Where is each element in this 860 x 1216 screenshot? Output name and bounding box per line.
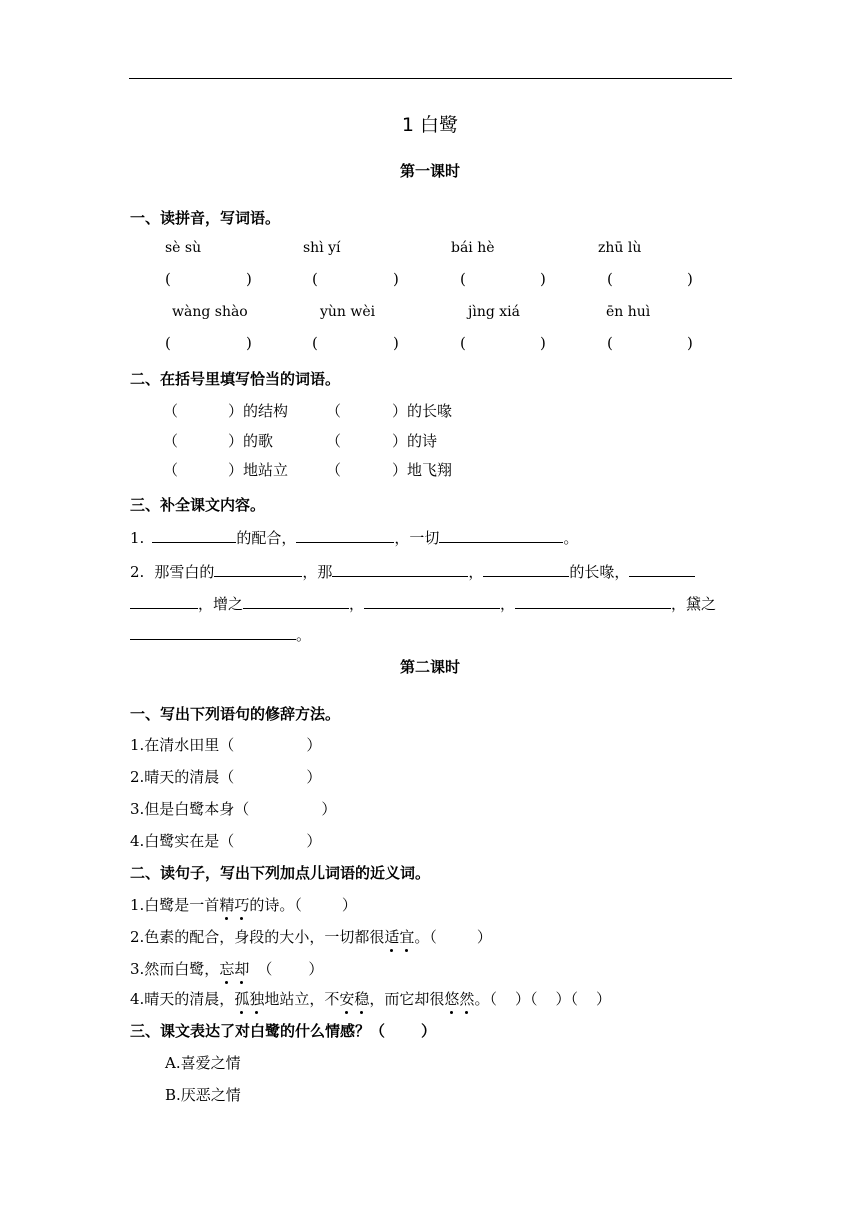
pinyin-item: ēn huì bbox=[606, 304, 651, 320]
answer-paren-open: ( bbox=[312, 334, 318, 352]
lesson-one-heading: 第一课时 bbox=[399, 162, 460, 180]
answer-paren-open: ( bbox=[312, 270, 318, 288]
answer-blank[interactable] bbox=[629, 562, 695, 577]
complete-question-1: 1. 的配合， ，一切 。 bbox=[130, 529, 579, 547]
fill-paren-open: （ bbox=[163, 461, 179, 479]
answer-paren-open: ( bbox=[165, 270, 171, 288]
answer-blank[interactable] bbox=[515, 594, 671, 609]
fill-paren-open: （ bbox=[326, 402, 342, 420]
fill-item: ）的结构 bbox=[228, 402, 289, 420]
rhetoric-item: 2.晴天的清晨（ ） bbox=[130, 768, 322, 786]
answer-blank[interactable] bbox=[296, 528, 394, 543]
answer-paren-open: ( bbox=[607, 270, 613, 288]
answer-blank[interactable] bbox=[439, 528, 563, 543]
answer-paren-close: ) bbox=[687, 334, 693, 352]
answer-paren-close: ) bbox=[393, 334, 399, 352]
fill-item: ）的长喙 bbox=[392, 402, 453, 420]
rhetoric-item: 1.在清水田里（ ） bbox=[130, 736, 322, 754]
answer-blank[interactable] bbox=[214, 562, 302, 577]
pinyin-item: zhū lù bbox=[598, 240, 642, 256]
section-fill-heading: 二、在括号里填写恰当的词语。 bbox=[130, 370, 341, 388]
pinyin-item: shì yí bbox=[303, 240, 341, 256]
fill-paren-open: （ bbox=[163, 432, 179, 450]
page-title: 1 白鹭 bbox=[401, 114, 459, 136]
complete-question-2: 2. 那雪白的 ，那 ， 的长喙， bbox=[130, 561, 695, 582]
pinyin-item: yùn wèi bbox=[320, 304, 376, 320]
fill-item: ）地飞翔 bbox=[392, 461, 453, 479]
section-synonym-heading: 二、读句子，写出下列加点儿词语的近义词。 bbox=[130, 864, 431, 882]
pinyin-item: wàng shào bbox=[172, 304, 248, 320]
fill-paren-open: （ bbox=[326, 432, 342, 450]
choice-option-a[interactable]: A.喜爱之情 bbox=[165, 1054, 241, 1072]
answer-paren-open: ( bbox=[460, 270, 466, 288]
header-rule bbox=[129, 78, 732, 79]
answer-blank[interactable] bbox=[130, 594, 198, 609]
answer-paren-open: ( bbox=[165, 334, 171, 352]
section-complete-heading: 三、补全课文内容。 bbox=[130, 496, 266, 514]
answer-paren-open: ( bbox=[460, 334, 466, 352]
answer-paren-close: ) bbox=[540, 334, 546, 352]
answer-blank[interactable] bbox=[243, 594, 349, 609]
rhetoric-item: 4.白鹭实在是（ ） bbox=[130, 832, 322, 850]
fill-item: ）的诗 bbox=[392, 432, 438, 450]
answer-paren-close: ) bbox=[393, 270, 399, 288]
answer-blank[interactable] bbox=[152, 528, 236, 543]
synonym-item: 1.白鹭是一首精巧的诗。（ ） bbox=[130, 896, 357, 914]
answer-paren-close: ) bbox=[540, 270, 546, 288]
section-rhetoric-heading: 一、写出下列语句的修辞方法。 bbox=[130, 705, 341, 723]
answer-blank[interactable] bbox=[364, 594, 500, 609]
pinyin-item: sè sù bbox=[165, 240, 202, 256]
lesson-two-heading: 第二课时 bbox=[399, 658, 460, 676]
answer-blank[interactable] bbox=[130, 625, 296, 640]
answer-blank[interactable] bbox=[332, 562, 468, 577]
pinyin-item: jìng xiá bbox=[468, 304, 520, 320]
choice-option-b[interactable]: B.厌恶之情 bbox=[165, 1086, 241, 1104]
answer-paren-close: ) bbox=[687, 270, 693, 288]
synonym-item: 4.晴天的清晨，孤独地站立，不安稳，而它却很悠然。（ ）（ ）（ ） bbox=[130, 990, 611, 1008]
synonym-item: 2.色素的配合，身段的大小，一切都很适宜。（ ） bbox=[130, 928, 492, 946]
answer-paren-open: ( bbox=[607, 334, 613, 352]
section-pinyin-heading: 一、读拼音，写词语。 bbox=[130, 209, 281, 227]
synonym-item: 3.然而白鹭，忘却 （ ） bbox=[130, 960, 324, 978]
complete-question-2-end: 。 bbox=[130, 624, 311, 645]
answer-paren-close: ) bbox=[246, 334, 252, 352]
fill-paren-open: （ bbox=[326, 461, 342, 479]
answer-paren-close: ) bbox=[246, 270, 252, 288]
pinyin-item: bái hè bbox=[451, 240, 495, 256]
fill-paren-open: （ bbox=[163, 402, 179, 420]
fill-item: ）的歌 bbox=[228, 432, 274, 450]
complete-question-2-cont: ，增之 ， ， ，黛之 bbox=[130, 593, 716, 614]
fill-item: ）地站立 bbox=[228, 461, 289, 479]
answer-blank[interactable] bbox=[483, 562, 569, 577]
rhetoric-item: 3.但是白鹭本身（ ） bbox=[130, 800, 337, 818]
section-emotion-heading: 三、课文表达了对白鹭的什么情感？（ ） bbox=[130, 1022, 437, 1040]
